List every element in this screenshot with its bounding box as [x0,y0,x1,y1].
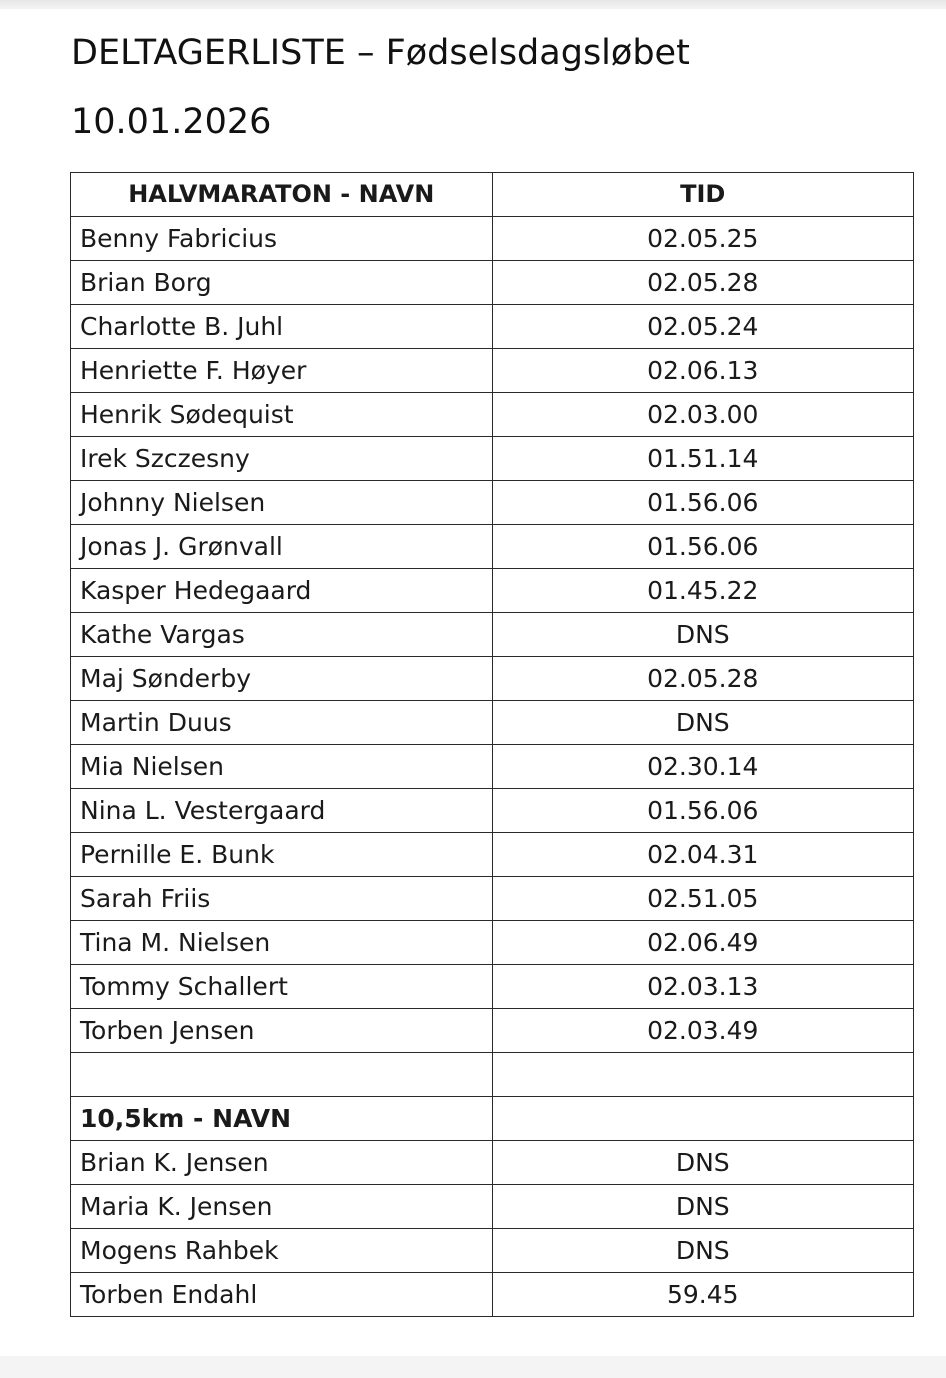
document-title: DELTAGERLISTE – Fødselsdagsløbet [71,33,690,73]
table-row [71,1229,914,1273]
table-row [71,1141,914,1185]
table-row [71,1009,914,1053]
table-row [71,789,914,833]
participant-time: 02.30.14 [492,745,914,789]
participant-time: 02.03.13 [492,965,914,1009]
table-row [71,481,914,525]
table-row [71,217,914,261]
document-date: 10.01.2026 [71,102,272,142]
participant-time: DNS [492,701,914,745]
participant-name: Kathe Vargas [71,613,493,657]
participant-time: DNS [492,1229,914,1273]
participant-name: Mia Nielsen [71,745,493,789]
table-row [71,1273,914,1317]
table-row [71,833,914,877]
participant-time: DNS [492,1185,914,1229]
participant-table [70,172,914,1317]
participant-time: DNS [492,613,914,657]
participant-name: Brian Borg [71,261,493,305]
table-row [71,877,914,921]
participant-name: Sarah Friis [71,877,493,921]
empty-cell [71,1053,493,1097]
table-row [71,305,914,349]
participant-time: 02.03.00 [492,393,914,437]
table-row [71,1185,914,1229]
participant-name: Maria K. Jensen [71,1185,493,1229]
table-row [71,437,914,481]
participant-time: 02.04.31 [492,833,914,877]
participant-name: Benny Fabricius [71,217,493,261]
section-header-row [71,1097,914,1141]
participant-time: 02.05.24 [492,305,914,349]
participant-time: 02.06.49 [492,921,914,965]
participant-name: Jonas J. Grønvall [71,525,493,569]
participant-name: Nina L. Vestergaard [71,789,493,833]
empty-cell [492,1097,914,1141]
participant-time: 02.51.05 [492,877,914,921]
table-row [71,613,914,657]
participant-name: Maj Sønderby [71,657,493,701]
participant-name: Henriette F. Høyer [71,349,493,393]
participant-time: 01.56.06 [492,525,914,569]
table-header-row [71,173,914,217]
participant-time: 02.05.28 [492,657,914,701]
participant-name: Brian K. Jensen [71,1141,493,1185]
column-header-time: TID [492,173,914,217]
participant-name: Mogens Rahbek [71,1229,493,1273]
table-row [71,921,914,965]
section-header-10km: 10,5km - NAVN [71,1097,493,1141]
participant-name: Torben Endahl [71,1273,493,1317]
participant-name: Martin Duus [71,701,493,745]
empty-cell [492,1053,914,1097]
participant-time: 01.45.22 [492,569,914,613]
participant-time: 01.56.06 [492,481,914,525]
participant-name: Tina M. Nielsen [71,921,493,965]
participant-time: 01.56.06 [492,789,914,833]
table-row [71,745,914,789]
participant-name: Charlotte B. Juhl [71,305,493,349]
bottom-edge [0,1356,946,1378]
table-row [71,701,914,745]
participant-name: Irek Szczesny [71,437,493,481]
table-row [71,349,914,393]
participant-name: Pernille E. Bunk [71,833,493,877]
participant-name: Torben Jensen [71,1009,493,1053]
participant-time: 02.03.49 [492,1009,914,1053]
table-row [71,525,914,569]
empty-row [71,1053,914,1097]
table-row [71,569,914,613]
participant-time: 02.06.13 [492,349,914,393]
participant-name: Henrik Sødequist [71,393,493,437]
participant-name: Tommy Schallert [71,965,493,1009]
participant-time: 59.45 [492,1273,914,1317]
participant-name: Kasper Hedegaard [71,569,493,613]
top-edge [0,0,946,9]
column-header-name: HALVMARATON - NAVN [71,173,493,217]
participant-time: 02.05.28 [492,261,914,305]
table-row [71,393,914,437]
participant-time: 01.51.14 [492,437,914,481]
participant-time: DNS [492,1141,914,1185]
participant-name: Johnny Nielsen [71,481,493,525]
table-row [71,261,914,305]
table-row [71,965,914,1009]
participant-time: 02.05.25 [492,217,914,261]
table-row [71,657,914,701]
